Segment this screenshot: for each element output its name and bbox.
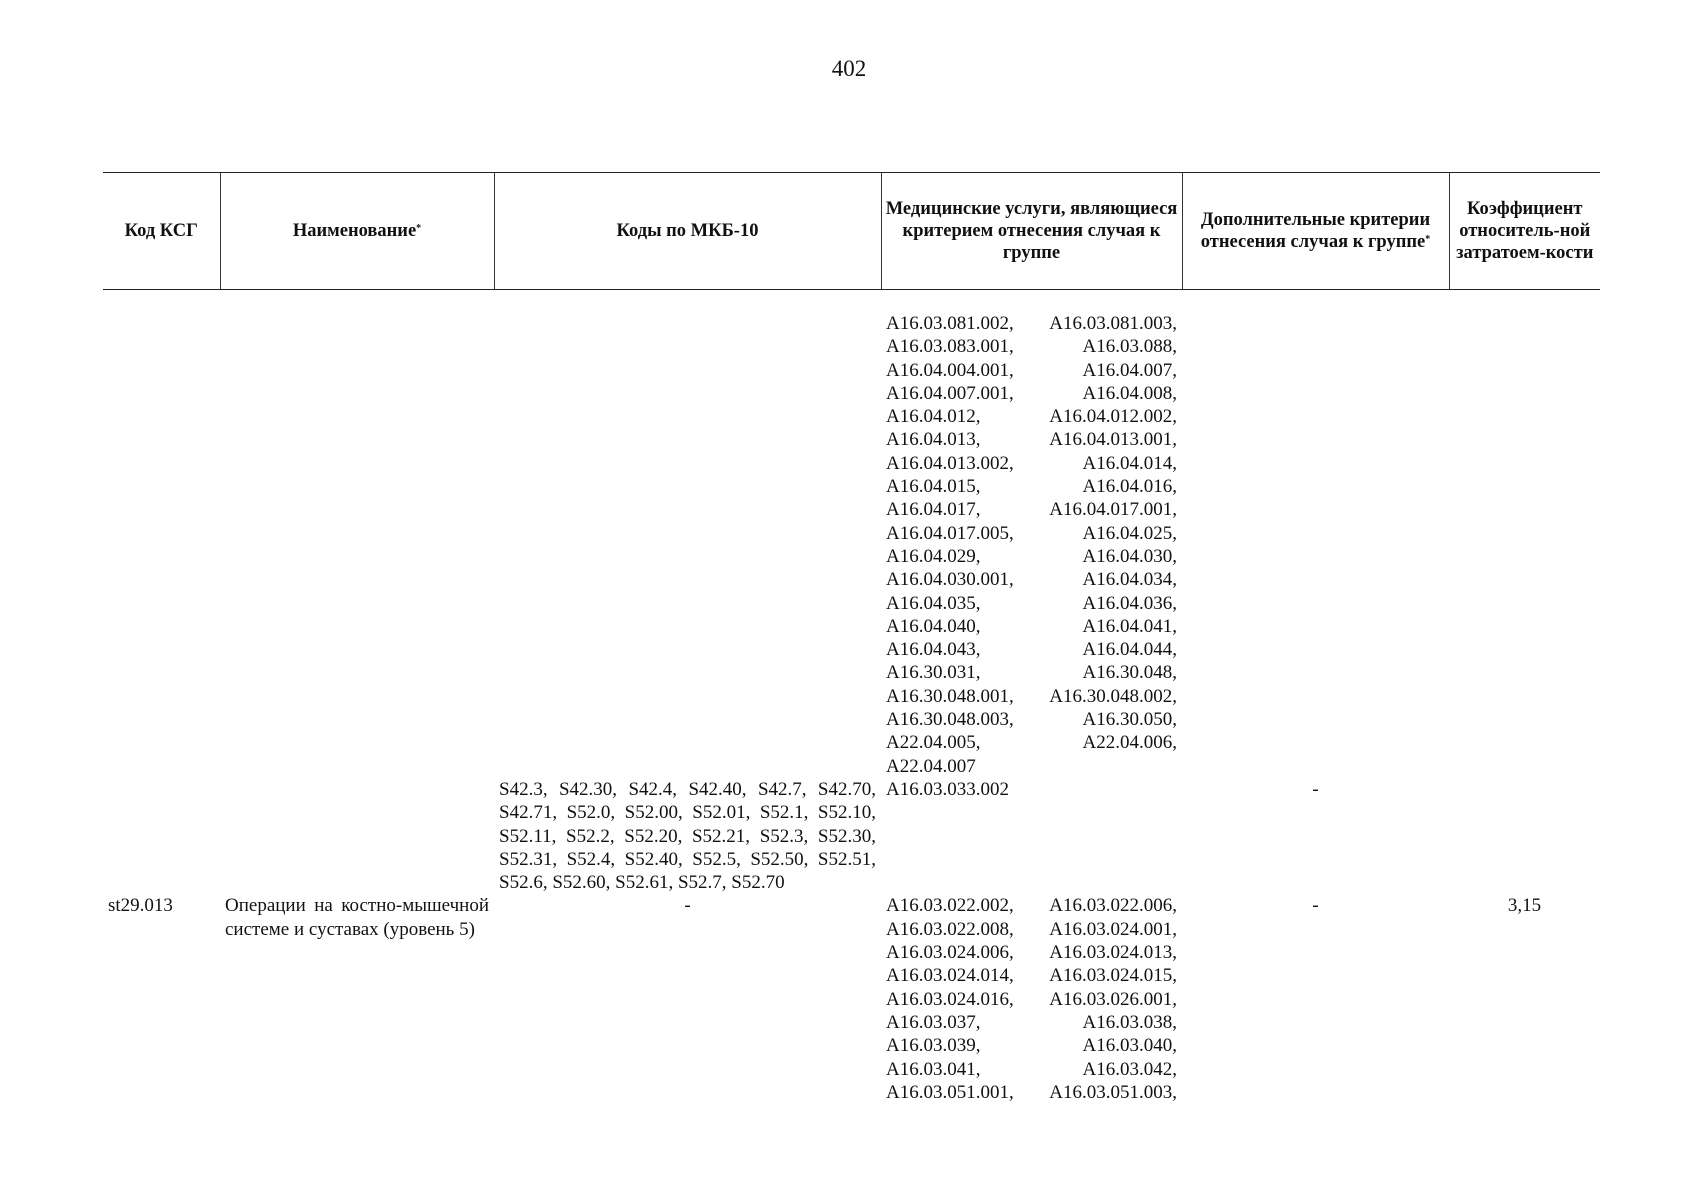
- service-code: A16.04.017,: [886, 499, 981, 521]
- service-code: A16.04.034,: [1082, 569, 1177, 591]
- service-line: [886, 592, 1177, 615]
- service-code: A16.30.048,: [1082, 662, 1177, 684]
- service-line: [886, 708, 1177, 731]
- service-code: A16.03.022.006,: [1049, 895, 1177, 917]
- service-line: [886, 988, 1177, 1011]
- service-code: A16.03.083.001,: [886, 336, 1014, 358]
- service-line: [886, 545, 1177, 568]
- service-line: [886, 428, 1177, 451]
- service-code: A16.04.030,: [1082, 545, 1177, 567]
- cell-name: [220, 312, 494, 778]
- service-code: A16.04.008,: [1082, 382, 1177, 404]
- service-code: A16.03.041,: [886, 1058, 981, 1080]
- cell-coefficient: [1449, 312, 1600, 778]
- service-code: A16.04.017.001,: [1049, 499, 1177, 521]
- service-line: [886, 755, 1177, 778]
- service-code: A16.04.036,: [1082, 592, 1177, 614]
- service-code: A16.03.081.003,: [1049, 313, 1177, 334]
- table-row: [103, 778, 1600, 894]
- service-line: [886, 1058, 1177, 1081]
- service-line: [886, 1011, 1177, 1034]
- service-line: [886, 568, 1177, 591]
- service-code: A16.04.004.001,: [886, 359, 1014, 381]
- table-row: [103, 894, 1600, 1104]
- service-line: [886, 452, 1177, 475]
- service-code: A16.30.050,: [1082, 709, 1177, 731]
- cell-services: [881, 894, 1182, 1104]
- service-code: A22.04.006,: [1082, 732, 1177, 754]
- cell-code: [103, 312, 220, 778]
- header-name: Наименование*: [220, 173, 494, 290]
- service-line: [886, 778, 1177, 801]
- cell-criteria: [1182, 312, 1449, 778]
- service-line: [886, 359, 1177, 382]
- service-code: A16.30.031,: [886, 662, 981, 684]
- footnote-mark: *: [416, 223, 422, 234]
- service-code: A16.03.024.014,: [886, 965, 1014, 987]
- ksg-table: [103, 172, 1600, 1104]
- service-code: A16.30.048.001,: [886, 685, 1014, 707]
- cell-criteria: -: [1312, 778, 1319, 800]
- service-line: [886, 894, 1177, 917]
- table-row: [103, 312, 1600, 778]
- service-code: A16.03.022.008,: [886, 918, 1014, 940]
- service-code: A16.04.015,: [886, 476, 981, 498]
- service-code: A16.04.012,: [886, 406, 981, 428]
- header-code: Код КСГ: [103, 173, 220, 290]
- service-code: A22.04.005,: [886, 732, 981, 754]
- cell-code: st29.013: [108, 895, 173, 917]
- cell-coefficient: [1449, 778, 1600, 894]
- cell-services: [881, 778, 1182, 894]
- service-code: A16.03.024.013,: [1049, 942, 1177, 964]
- cell-icd: S42.3, S42.30, S42.4, S42.40, S42.7, S42.70, S42.71, S52.0, S52.00, S52.01, S52.1, S52.10, S52.11, S52.2, S52.20, S52.21, S52.3, S52.30, S52.31, S52.4, S52.40, S52.5, S52.50, S52.51, S52.6, S52.60, S52.61, S52.7, S52.70: [499, 778, 876, 894]
- service-code: A16.04.013.001,: [1049, 429, 1177, 451]
- service-code: A16.03.051.003,: [1049, 1081, 1177, 1103]
- service-line: [886, 1081, 1177, 1104]
- service-line: [886, 1034, 1177, 1057]
- service-line: [886, 312, 1177, 335]
- service-code: A16.03.088,: [1082, 336, 1177, 358]
- service-line: [886, 731, 1177, 754]
- cell-coefficient: 3,15: [1507, 895, 1542, 917]
- service-code: A16.03.022.002,: [886, 895, 1014, 917]
- service-code: A16.03.033.002: [886, 778, 1009, 800]
- service-code: A16.04.043,: [886, 639, 981, 661]
- service-line: [886, 941, 1177, 964]
- cell-name: [220, 778, 494, 894]
- service-line: [886, 685, 1177, 708]
- table-header: [103, 173, 1600, 290]
- service-code: A16.04.013.002,: [886, 452, 1014, 474]
- service-line: [886, 382, 1177, 405]
- service-code: A16.04.044,: [1082, 639, 1177, 661]
- cell-code: [103, 778, 220, 894]
- footnote-mark: *: [1425, 234, 1431, 245]
- table-body: [103, 290, 1600, 1105]
- service-code: A16.04.013,: [886, 429, 981, 451]
- service-code: A16.03.037,: [886, 1011, 981, 1033]
- service-code: A16.04.025,: [1082, 522, 1177, 544]
- service-code: A16.03.024.015,: [1049, 965, 1177, 987]
- service-line: [886, 522, 1177, 545]
- service-code: A16.30.048.003,: [886, 709, 1014, 731]
- service-code: A16.04.035,: [886, 592, 981, 614]
- cell-services: [881, 312, 1182, 778]
- service-line: [886, 638, 1177, 661]
- header-criteria: Дополнительные критерии отнесения случая к группе*: [1182, 173, 1449, 290]
- service-code: A16.03.024.016,: [886, 988, 1014, 1010]
- service-code: A16.03.039,: [886, 1035, 981, 1057]
- cell-criteria: -: [1312, 895, 1319, 917]
- service-code: A16.03.081.002,: [886, 313, 1014, 334]
- header-icd: Коды по МКБ-10: [494, 173, 881, 290]
- service-code: A16.30.048.002,: [1049, 685, 1177, 707]
- service-line: [886, 405, 1177, 428]
- service-code: A16.04.012.002,: [1049, 406, 1177, 428]
- cell-icd: [494, 312, 881, 778]
- service-code: A16.04.029,: [886, 545, 981, 567]
- service-code: A22.04.007: [886, 755, 976, 777]
- service-line: [886, 661, 1177, 684]
- service-code: A16.03.042,: [1082, 1058, 1177, 1080]
- service-code: A16.04.014,: [1082, 452, 1177, 474]
- service-code: A16.03.038,: [1082, 1011, 1177, 1033]
- cell-icd: -: [684, 895, 691, 917]
- service-code: A16.04.017.005,: [886, 522, 1014, 544]
- service-line: [886, 964, 1177, 987]
- service-code: A16.03.024.006,: [886, 942, 1014, 964]
- service-code: A16.03.024.001,: [1049, 918, 1177, 940]
- cell-name: Операции на костно-мышечной системе и суставах (уровень 5): [225, 895, 489, 940]
- service-code: A16.03.051.001,: [886, 1081, 1014, 1103]
- service-code: A16.04.016,: [1082, 476, 1177, 498]
- service-code: A16.04.007,: [1082, 359, 1177, 381]
- service-line: [886, 335, 1177, 358]
- header-coefficient: Коэффициент относитель-ной затратоем-кости: [1449, 173, 1600, 290]
- service-line: [886, 615, 1177, 638]
- service-code: A16.04.041,: [1082, 615, 1177, 637]
- service-code: A16.04.040,: [886, 615, 981, 637]
- service-code: A16.04.030.001,: [886, 569, 1014, 591]
- service-code: A16.03.040,: [1082, 1035, 1177, 1057]
- service-line: [886, 475, 1177, 498]
- service-line: [886, 918, 1177, 941]
- page-number: 402: [831, 56, 867, 81]
- service-code: A16.04.007.001,: [886, 382, 1014, 404]
- service-code: A16.03.026.001,: [1049, 988, 1177, 1010]
- header-services: Медицинские услуги, являющиеся критерием отнесения случая к группе: [881, 173, 1182, 290]
- service-line: [886, 498, 1177, 521]
